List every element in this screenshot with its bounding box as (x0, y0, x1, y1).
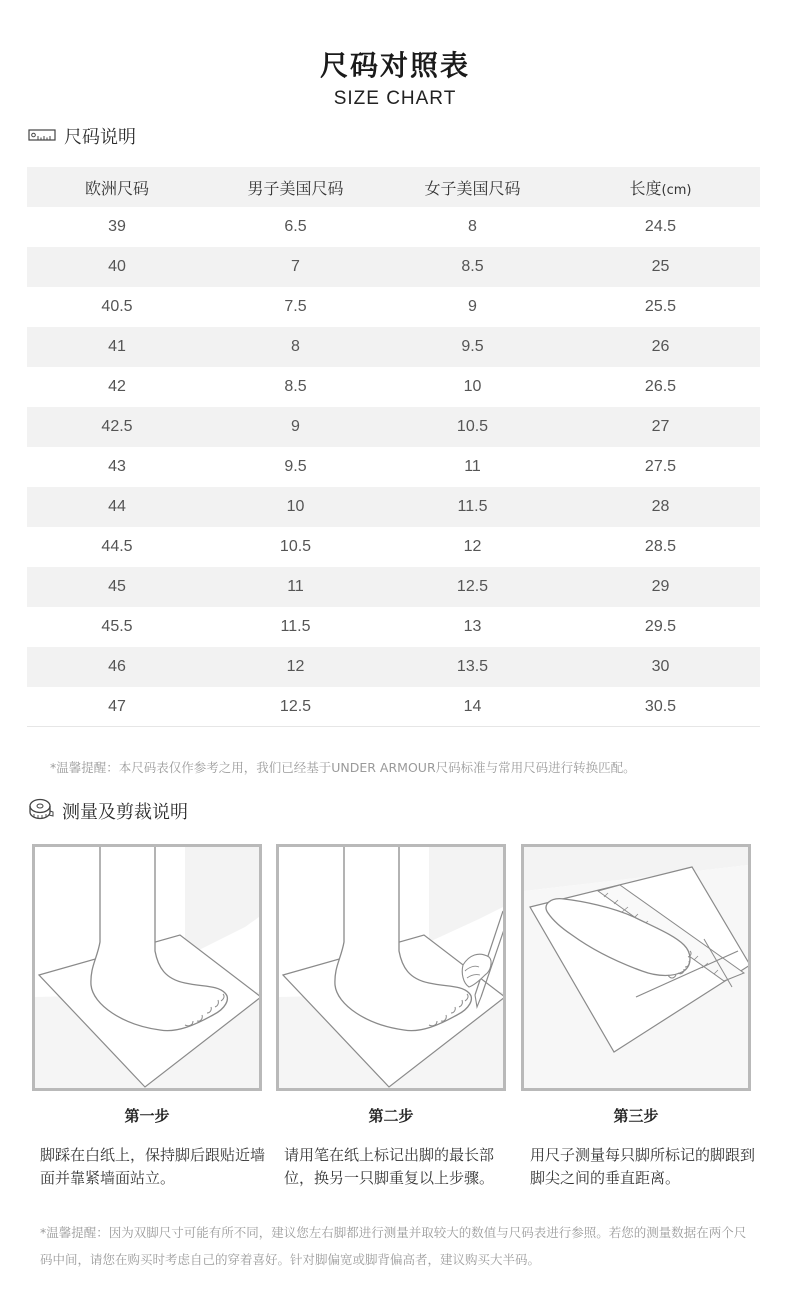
cell-us-men: 6.5 (284, 218, 307, 235)
header-us-men: 男子美国尺码 (247, 178, 344, 198)
cell-eu-size: 40 (108, 258, 126, 275)
table-row (27, 207, 760, 247)
table-row (27, 567, 760, 607)
cell-length-cm: 29.5 (644, 618, 677, 635)
foot-marking-illustration (279, 847, 503, 1088)
table-row (27, 647, 760, 687)
cell-length-cm: 30 (651, 658, 670, 675)
cell-us-men: 9.5 (284, 458, 307, 475)
header-eu-size: 欧洲尺码 (84, 178, 149, 198)
cell-us-men: 10 (286, 498, 305, 515)
cell-eu-size: 43 (108, 458, 126, 475)
table-row (27, 367, 760, 407)
cell-length-cm: 28.5 (644, 538, 677, 555)
cell-us-men: 7 (291, 258, 300, 275)
table-row (27, 607, 760, 647)
cell-eu-size: 47 (108, 697, 126, 715)
step1-title: 第一步 (124, 1107, 170, 1125)
cell-length-cm: 26 (651, 338, 670, 355)
table-row (27, 487, 760, 527)
size-section-label: 尺码说明 (64, 127, 136, 148)
cell-us-women: 13 (463, 618, 482, 635)
foot-on-paper-illustration (35, 847, 259, 1088)
cell-us-men: 12.5 (279, 697, 312, 715)
step2-description: 请用笔在纸上标记出脚的最长部位，换另一只脚重复以上步骤。 (284, 1146, 495, 1187)
cell-us-women: 11.5 (457, 498, 488, 515)
cell-eu-size: 41 (108, 338, 126, 355)
table-row (27, 447, 760, 487)
size-note: *温馨提醒：本尺码表仅作参考之用，我们已经基于UNDER ARMOUR尺码标准与常用尺码进行转换匹配。 (50, 760, 636, 775)
step3-title: 第三步 (613, 1107, 659, 1125)
cell-length-cm: 25.5 (644, 298, 677, 315)
cell-us-men: 7.5 (284, 298, 307, 315)
step3-illustration (521, 844, 751, 1091)
size-table (27, 167, 760, 727)
header-length-unit: (cm) (661, 182, 692, 198)
step1-description: 脚踩在白纸上，保持脚后跟贴近墙面并靠紧墙面站立。 (40, 1146, 266, 1187)
step2-title: 第二步 (368, 1107, 414, 1125)
cell-us-women: 11 (464, 458, 481, 475)
cell-eu-size: 42.5 (101, 418, 133, 435)
page-subtitle: SIZE CHART (333, 88, 457, 109)
cell-eu-size: 44 (108, 498, 126, 515)
measure-note: *温馨提醒：因为双脚尺寸可能有所不同，建议您左右脚都进行测量并取较大的数值与尺码表进行参照。若您的测量数据在两个尺码中间，请您在购买时考虑自己的穿着喜好。针对脚偏宽或脚背偏高者，建议购买大半码。 (40, 1225, 747, 1267)
cell-eu-size: 45 (108, 578, 126, 595)
cell-us-women: 14 (463, 697, 482, 715)
table-row (27, 247, 760, 287)
cell-us-women: 8.5 (461, 258, 484, 275)
cell-length-cm: 29 (651, 578, 670, 595)
ruler-measuring-illustration (524, 847, 748, 1088)
cell-us-women: 10.5 (456, 418, 489, 435)
cell-us-men: 9 (291, 418, 300, 435)
table-row (27, 407, 760, 447)
header-length-label: 长度 (629, 178, 662, 198)
cell-eu-size: 46 (108, 658, 126, 675)
cell-length-cm: 26.5 (644, 378, 677, 395)
cell-us-women: 12 (463, 538, 482, 555)
cell-us-women: 8 (468, 218, 477, 235)
cell-length-cm: 30.5 (644, 697, 677, 715)
header-length (561, 176, 760, 199)
step2-illustration (276, 844, 506, 1091)
header-us-women: 女子美国尺码 (424, 178, 521, 198)
cell-us-women: 9 (468, 298, 477, 315)
cell-eu-size: 44.5 (101, 538, 133, 555)
cell-eu-size: 45.5 (101, 618, 133, 635)
step3-description: 用尺子测量每只脚所标记的脚跟到脚尖之间的垂直距离。 (530, 1146, 756, 1187)
size-section-header (28, 123, 136, 149)
table-body (27, 207, 760, 727)
page-title: 尺码对照表 (319, 49, 470, 82)
ruler-icon (28, 127, 56, 146)
measure-section-label: 测量及剪裁说明 (62, 802, 188, 823)
tape-measure-icon (28, 797, 54, 825)
cell-length-cm: 25 (651, 258, 670, 275)
cell-us-men: 11.5 (280, 618, 311, 635)
step1-illustration (32, 844, 262, 1091)
cell-length-cm: 28 (651, 498, 670, 515)
cell-us-men: 12 (286, 658, 305, 675)
cell-us-women: 12.5 (456, 578, 489, 595)
cell-us-men: 8.5 (284, 378, 307, 395)
cell-eu-size: 42 (108, 378, 126, 395)
cell-length-cm: 27.5 (644, 458, 677, 475)
cell-length-cm: 24.5 (644, 218, 677, 235)
cell-us-men: 11 (287, 578, 304, 595)
table-row (27, 687, 760, 727)
cell-length-cm: 27 (651, 418, 670, 435)
table-row (27, 527, 760, 567)
table-row (27, 327, 760, 367)
cell-us-men: 8 (291, 338, 300, 355)
cell-eu-size: 39 (108, 218, 126, 235)
table-row (27, 287, 760, 327)
cell-us-women: 10 (463, 378, 482, 395)
cell-us-women: 13.5 (456, 658, 489, 675)
measure-section-header (28, 798, 188, 824)
table-header-row (27, 167, 760, 207)
cell-eu-size: 40.5 (101, 298, 133, 315)
cell-us-women: 9.5 (461, 338, 484, 355)
cell-us-men: 10.5 (279, 538, 312, 555)
